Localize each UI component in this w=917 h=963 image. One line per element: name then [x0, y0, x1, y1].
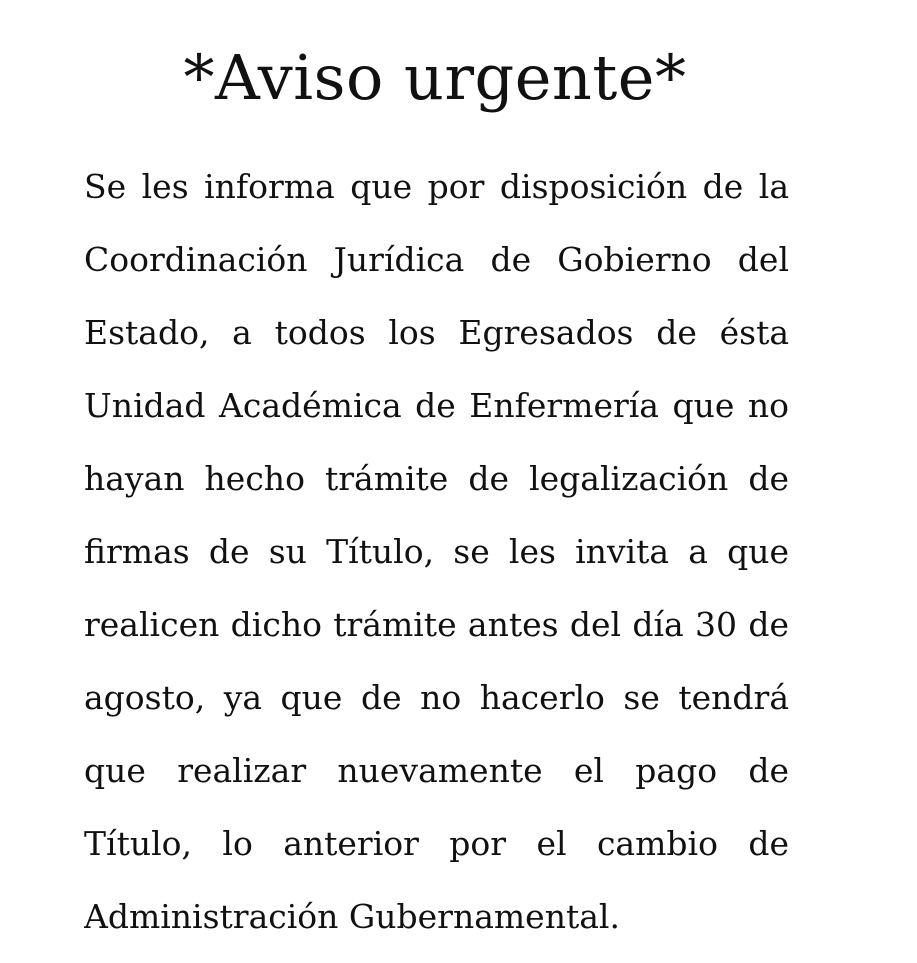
notice-line: Unidad Académica de Enfermería que no [84, 386, 789, 425]
notice-line: Administración Gubernamental. [84, 897, 620, 936]
notice-line: Estado, a todos los Egresados de ésta [84, 313, 789, 352]
notice-line: Se les informa que por disposición de la [84, 167, 789, 206]
notice-line: que realizar nuevamente el pago de [84, 751, 789, 790]
notice-title: *Aviso urgente* [183, 41, 687, 114]
notice-line: Coordinación Jurídica de Gobierno del [84, 240, 789, 279]
notice-line: hayan hecho trámite de legalización de [84, 459, 789, 498]
notice-body [84, 150, 789, 953]
notice-line: agosto, ya que de no hacerlo se tendrá [84, 678, 789, 717]
notice-line: Título, lo anterior por el cambio de [84, 824, 789, 863]
notice-line: realicen dicho trámite antes del día 30 de [84, 605, 789, 644]
notice-line: firmas de su Título, se les invita a que [84, 532, 789, 571]
